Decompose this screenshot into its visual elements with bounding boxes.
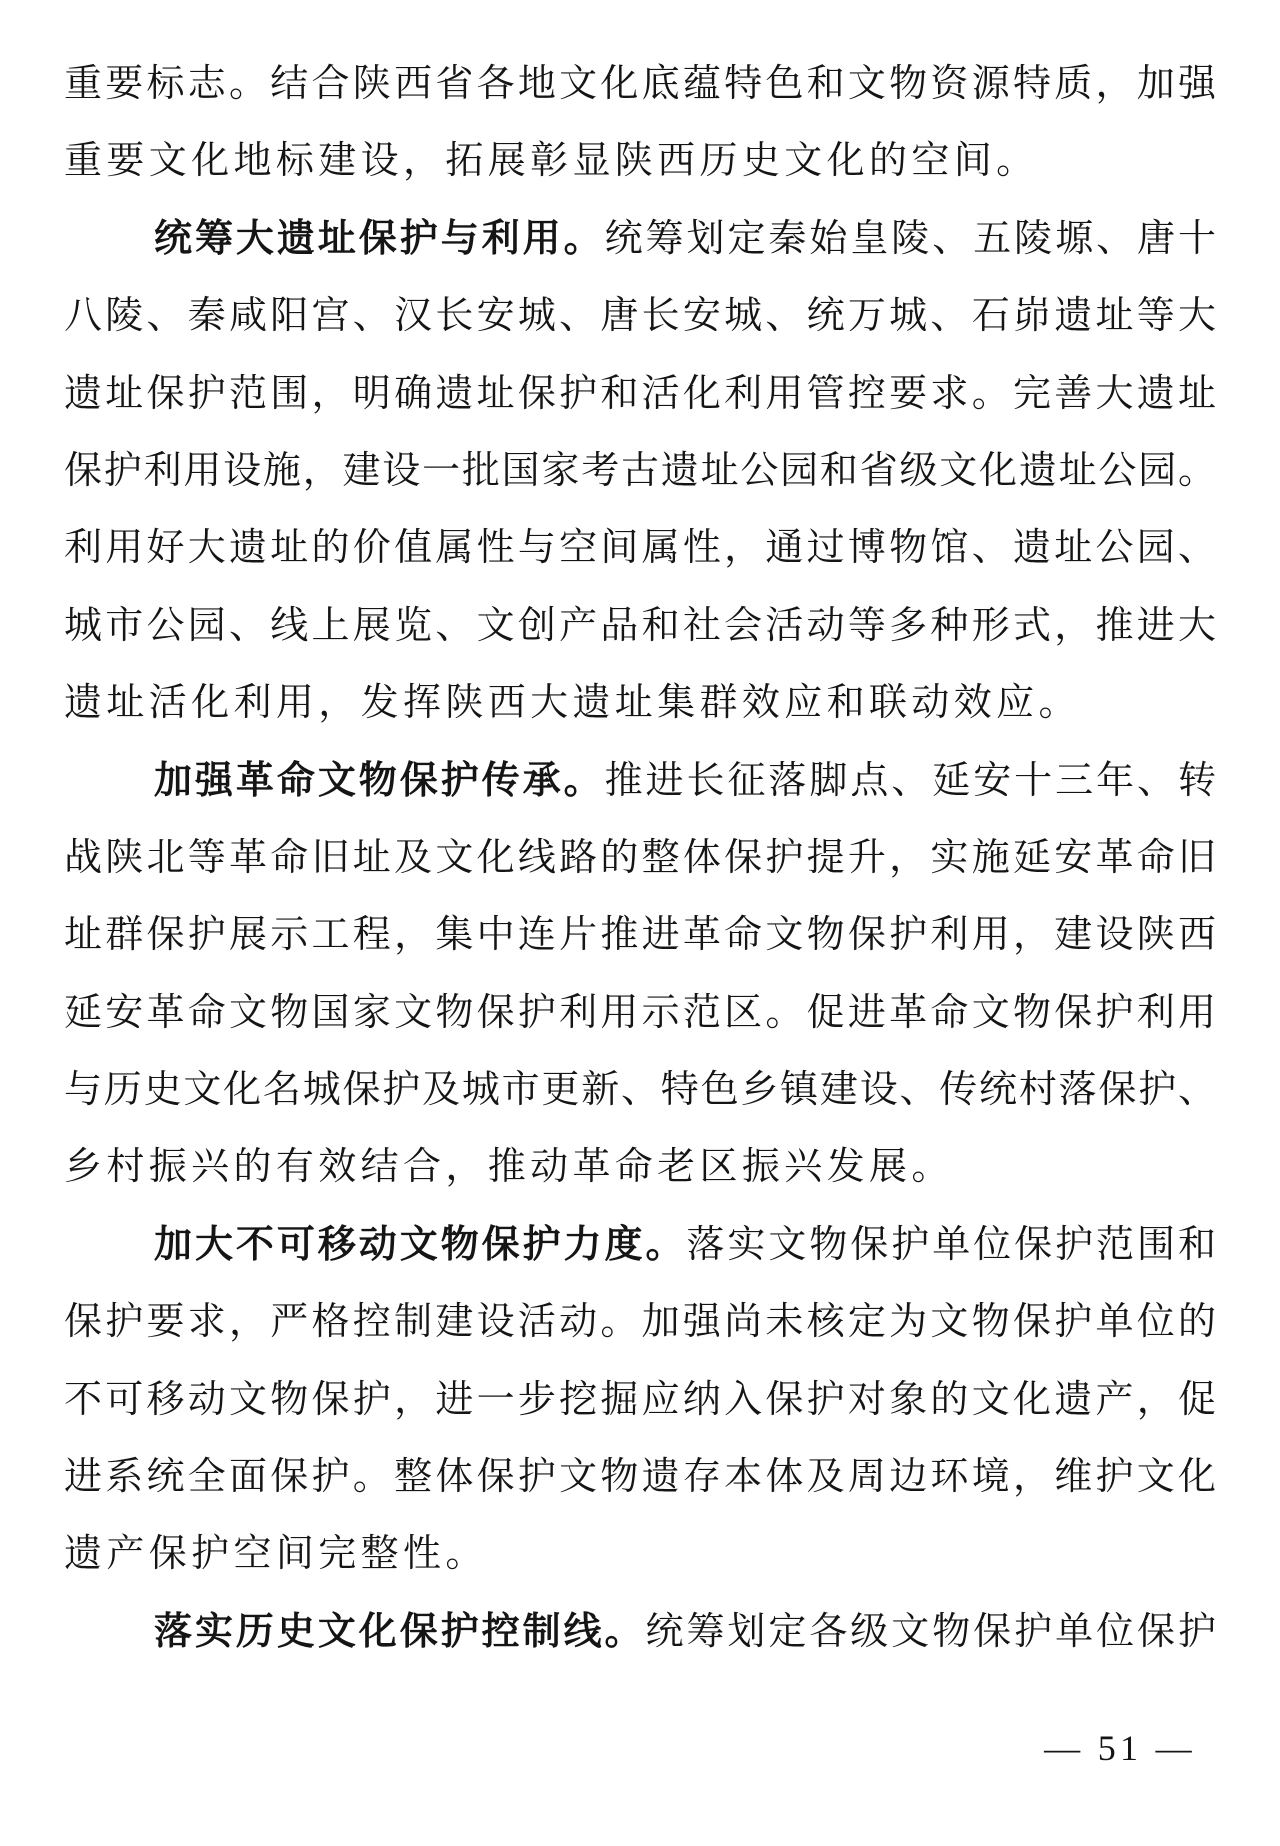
paragraph-lead-bold: 加强革命文物保护传承。 <box>154 759 605 802</box>
text-line <box>64 1207 1216 1284</box>
text-line <box>64 1439 1216 1516</box>
text-run: 保护要求，严格控制建设活动。加强尚未核定为文物保护单位的 <box>64 1301 1216 1344</box>
text-run: 延安革命文物国家文物保护利用示范区。促进革命文物保护利用 <box>64 991 1216 1034</box>
text-run: 统筹划定秦始皇陵、五陵塬、唐十 <box>604 217 1216 260</box>
text-line <box>64 1516 1216 1593</box>
text-run: 遗址保护范围，明确遗址保护和活化利用管控要求。完善大遗址 <box>64 372 1216 415</box>
text-run: 址群保护展示工程，集中连片推进革命文物保护利用，建设陕西 <box>64 914 1216 957</box>
text-line <box>64 1594 1216 1671</box>
text-run: 重要文化地标建设，拓展彰显陕西历史文化的空间。 <box>64 140 1039 183</box>
text-line <box>64 123 1216 200</box>
document-body <box>64 46 1216 1671</box>
text-run: 不可移动文物保护，进一步挖掘应纳入保护对象的文化遗产，促 <box>64 1378 1216 1421</box>
text-line <box>64 356 1216 433</box>
text-line <box>64 201 1216 278</box>
text-line <box>64 588 1216 665</box>
text-line <box>64 1362 1216 1439</box>
text-run: 推进长征落脚点、延安十三年、转 <box>604 759 1216 802</box>
text-run: 进系统全面保护。整体保护文物遗存本体及周边环境，维护文化 <box>64 1456 1216 1499</box>
paragraph-lead-bold: 落实历史文化保护控制线。 <box>154 1610 646 1653</box>
text-line <box>64 1284 1216 1361</box>
text-run: 与历史文化名城保护及城市更新、特色乡镇建设、传统村落保护、 <box>64 1069 1216 1112</box>
text-run: 遗产保护空间完整性。 <box>64 1533 488 1576</box>
text-line <box>64 820 1216 897</box>
text-run: 遗址活化利用，发挥陕西大遗址集群效应和联动效应。 <box>64 682 1081 725</box>
text-run: 八陵、秦咸阳宫、汉长安城、唐长安城、统万城、石峁遗址等大 <box>64 295 1216 338</box>
text-run: 保护利用设施，建设一批国家考古遗址公园和省级文化遗址公园。 <box>64 449 1216 492</box>
text-run: 落实文物保护单位保护范围和 <box>686 1223 1216 1266</box>
text-run: 城市公园、线上展览、文创产品和社会活动等多种形式，推进大 <box>64 604 1216 647</box>
text-line <box>64 433 1216 510</box>
text-run: 乡村振兴的有效结合，推动革命老区振兴发展。 <box>64 1146 954 1189</box>
paragraph-lead-bold: 加大不可移动文物保护力度。 <box>154 1223 687 1266</box>
text-line <box>64 975 1216 1052</box>
text-line <box>64 278 1216 355</box>
text-line <box>64 1129 1216 1206</box>
text-line <box>64 510 1216 587</box>
text-line <box>64 46 1216 123</box>
text-line <box>64 1052 1216 1129</box>
page-number: — 51 — <box>1044 1728 1196 1768</box>
text-line <box>64 665 1216 742</box>
text-line <box>64 897 1216 974</box>
paragraph-lead-bold: 统筹大遗址保护与利用。 <box>154 217 605 260</box>
text-run: 利用好大遗址的价值属性与空间属性，通过博物馆、遗址公园、 <box>64 527 1216 570</box>
text-line <box>64 743 1216 820</box>
text-run: 统筹划定各级文物保护单位保护 <box>645 1610 1216 1653</box>
text-run: 战陕北等革命旧址及文化线路的整体保护提升，实施延安革命旧 <box>64 836 1216 879</box>
text-run: 重要标志。结合陕西省各地文化底蕴特色和文物资源特质，加强 <box>64 63 1216 105</box>
